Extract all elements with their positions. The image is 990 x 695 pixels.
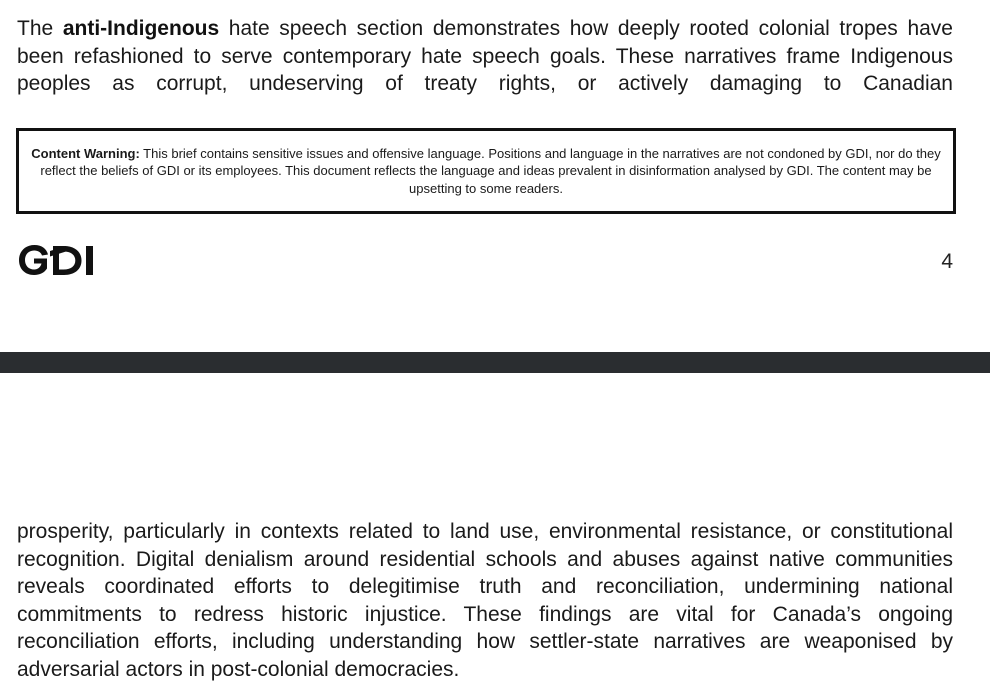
bold-term: anti-Indigenous (62, 17, 220, 40)
page-number: 4 (941, 250, 953, 273)
content-warning-box (16, 128, 956, 214)
page-divider (0, 352, 990, 373)
paragraph-text-start: The (17, 17, 63, 40)
paragraph-text-rest: hate speech section demonstrates how deeply rooted colonial tropes have been refashioned to serve contemporary hate speech goals. These narratives frame Indigenous peoples as corrupt, undeserving of treaty rights, or actively damaging to Canadian (17, 17, 953, 95)
body-paragraph-bottom: prosperity, particularly in contexts related to land use, environmental resistance, or constitutional recognition. Digital denialism around residential schools and abuses against native communities reveals coordinated efforts to delegitimise truth and reconciliation, undermining national commitments to redress historic injustice. These findings are vital for Canada’s ongoing reconciliation efforts, including understanding how settler-state narratives are weaponised by adversarial actors in post-colonial democracies. (17, 520, 953, 681)
content-warning-label: Content Warning: (31, 145, 140, 161)
content-warning-text: This brief contains sensitive issues and offensive language. Positions and language in the narratives are not condoned by GDI, nor do they reflect the beliefs of GDI or its employees. This document reflects the language and ideas prevalent in disinformation analysed by GDI. The content may be upsetting to some readers. (40, 145, 941, 196)
body-paragraph-top (17, 15, 953, 98)
gdi-logo (16, 242, 98, 278)
